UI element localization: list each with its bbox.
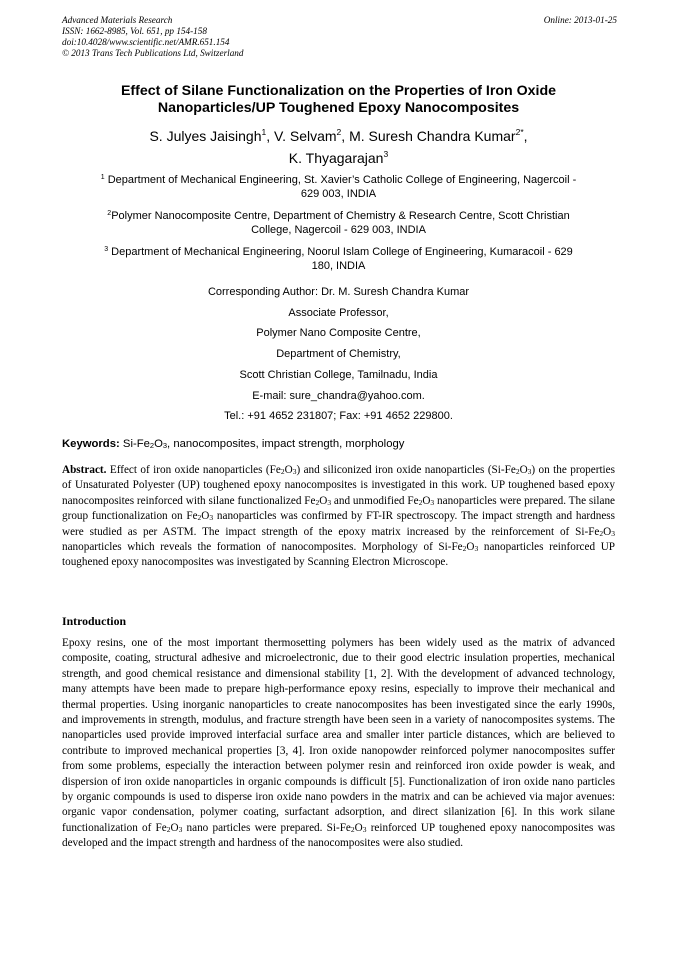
author-list	[62, 125, 615, 169]
authors-line-2	[62, 147, 615, 169]
abstract-text: and unmodified Fe	[331, 494, 419, 507]
keywords	[62, 437, 615, 451]
author-affil-sup: 3	[383, 149, 389, 159]
subscript: 2	[315, 497, 320, 507]
author-separator: ,	[266, 128, 275, 144]
affiliation-text: College, Nagercoil - 629 003, INDIA	[251, 224, 426, 236]
author-separator: ,	[341, 128, 350, 144]
subscript: 2	[418, 497, 423, 507]
abstract-text: nanoparticles reinforced UP toughened epoxy nanocomposites was investigated by Scanning Electron Microscope.	[62, 541, 615, 569]
issn-line: ISSN: 1662-8985, Vol. 651, pp 154-158	[62, 26, 207, 36]
chem-text: O	[284, 464, 293, 476]
keyword-text: O	[154, 438, 163, 450]
journal-name: Advanced Materials Research	[62, 15, 173, 25]
affiliation-sup: 1	[100, 174, 105, 181]
introduction-paragraph	[62, 636, 615, 852]
intro-text: nano particles were prepared. Si-Fe	[182, 821, 351, 834]
chem-text: O	[519, 464, 528, 476]
author-affil-sup: 1	[261, 127, 267, 137]
author-affil-sup: 2	[336, 127, 342, 137]
subscript: 3	[209, 513, 214, 523]
subscript: 2	[462, 544, 467, 554]
subscript: 2	[599, 528, 604, 538]
affiliation-line	[62, 209, 615, 223]
copyright-line: © 2013 Trans Tech Publications Ltd, Switzerland	[62, 48, 244, 58]
affiliation-line	[62, 173, 615, 187]
subscript: 3	[362, 824, 367, 834]
author-college: Scott Christian College, Tamilnadu, India	[239, 368, 438, 381]
affiliation-text: Polymer Nanocomposite Centre, Department of Chemistry & Research Centre, Scott Christian	[111, 210, 570, 222]
author-phone-fax: Tel.: +91 4652 231807; Fax: +91 4652 229800.	[224, 410, 453, 423]
affiliation-line	[62, 245, 615, 259]
paper-title	[62, 83, 615, 117]
abstract-text: Effect of iron oxide nanoparticles (Fe	[106, 464, 281, 476]
subscript: 3	[327, 497, 332, 507]
abstract-label: Abstract.	[62, 464, 107, 476]
author-name: V. Selvam	[274, 128, 337, 144]
corresponding-author: Corresponding Author: Dr. M. Suresh Chandra Kumar	[207, 286, 470, 298]
author-name: S. Julyes Jaisingh	[149, 128, 262, 144]
affiliation-1	[62, 173, 615, 201]
author-separator: ,	[523, 128, 528, 144]
chem-text: O	[319, 494, 328, 507]
chem-text: O	[422, 494, 431, 507]
affiliation-sup: 2	[107, 210, 112, 217]
subscript: 3	[292, 467, 297, 476]
chem-text: O	[170, 821, 179, 834]
intro-text: reinforced UP toughened epoxy nanocomposites was developed and the impact strength and hardness of the nanocomposites were also studied.	[62, 821, 615, 850]
subscript: 2	[280, 467, 285, 476]
section-heading-introduction: Introduction	[62, 614, 127, 628]
affiliation-2	[62, 209, 615, 237]
chem-text: O	[201, 510, 210, 523]
keyword-text: , nanocomposites, impact strength, morphology	[167, 438, 405, 450]
author-name: M. Suresh Chandra Kumar	[349, 128, 516, 144]
subscript: 3	[527, 467, 532, 476]
subscript: 3	[162, 441, 168, 450]
abstract-text: ) on the properties of Unsaturated Polyester (UP) toughened epoxy nanocomposites is investigated in this work. UP toughened based epoxy nanocomposites reinforced with silane functionalized Fe	[62, 464, 615, 507]
subscript: 3	[178, 824, 183, 834]
doi-line: doi:10.4028/www.scientific.net/AMR.651.154	[62, 37, 230, 47]
author-department: Department of Chemistry,	[276, 348, 401, 361]
author-email: E-mail: sure_chandra@yahoo.com.	[252, 389, 425, 402]
affiliation-sup: 3	[104, 246, 109, 253]
abstract-text: nanoparticles were prepared. The silane group functionalization on Fe	[62, 494, 616, 523]
online-date: Online: 2013-01-25	[543, 15, 617, 25]
author-centre: Polymer Nano Composite Centre,	[256, 327, 421, 340]
subscript: 3	[611, 528, 615, 538]
chem-text: O	[354, 821, 363, 834]
corresponding-author-block	[62, 282, 615, 427]
authors-line-1	[62, 125, 615, 147]
abstract-text: nanoparticles was confirmed by FT-IR spectroscopy. The impact strength and hardness were studied as per ASTM. The impact strength of the epoxy matrix increased by the reinforcement of Si-Fe	[62, 510, 616, 538]
affiliation-text: 629 003, INDIA	[300, 188, 377, 200]
author-position: Associate Professor,	[288, 306, 389, 319]
abstract	[62, 463, 615, 571]
affiliation-text: Department of Mechanical Engineering, Noorul Islam College of Engineering, Kumaracoil - 629	[111, 246, 573, 258]
subscript: 3	[430, 497, 435, 507]
subscript: 3	[474, 544, 479, 554]
keyword-text: Si-Fe	[119, 438, 150, 450]
affiliation-text: 180, INDIA	[311, 260, 366, 272]
journal-header	[62, 15, 617, 59]
abstract-text: nanoparticles which reveals the formation of nanocomposites. Morphology of Si-Fe	[62, 541, 463, 554]
affiliation-3	[62, 245, 615, 273]
subscript: 2	[166, 824, 171, 834]
title-line-2: Nanoparticles/UP Toughened Epoxy Nanocomposites	[157, 100, 520, 116]
author-name: K. Thyagarajan	[288, 150, 384, 166]
subscript: 2	[149, 441, 155, 450]
subscript: 2	[350, 824, 355, 834]
intro-text: Epoxy resins, one of the most important thermosetting polymers has been widely used as the matrix of advanced composite, coating, structural adhesive and microelectronic, due to their good electric insulation properties, mechanical strength, and good chemical resistance and dimensional stability [1, 2]. With the development of advanced technology, many attempts have been made to prepare high-performance epoxy resins, especially to improve their mechanical and thermal properties. Using inorganic nanoparticles to create nanocomposites has been investigated since the early 1990s, and improvements in strength, modulus, and fracture strength have been seen in a variety of nanocomposites systems. The nanoparticles used provide improved interfacial surface area and smaller inter particle distances, which are believed to contribute to improved mechanical properties [3, 4]. Iron oxide nanopowder reinforced polymer nanocomposites suffer from some problems, especially the interaction between polymer resin and reinforced iron oxide powder is weak, and dispersion of iron oxide nanoparticles in organic compounds is difficult [5]. Functionalization of iron oxide nano particles by organic compounds is used to disperse iron oxide nano powders in the matrix and can be achieved via major avenues: organic vapor condensation, polymer coating, surfactant adsorption, and direct silanization [6]. In this work silane functionalization of Fe	[62, 637, 615, 834]
subscript: 2	[515, 467, 520, 476]
author-affil-sup: 2*	[515, 127, 524, 137]
title-line-1: Effect of Silane Functionalization on the Properties of Iron Oxide	[120, 83, 557, 99]
chem-text: O	[466, 541, 475, 554]
affiliation-text: Department of Mechanical Engineering, St. Xavier’s Catholic College of Engineering, Nagercoil -	[107, 174, 577, 186]
subscript: 2	[197, 513, 202, 523]
abstract-text: ) and siliconized iron oxide nanoparticles (Si-Fe	[296, 464, 516, 476]
chem-text: O	[603, 525, 612, 538]
keywords-label: Keywords:	[62, 438, 120, 450]
